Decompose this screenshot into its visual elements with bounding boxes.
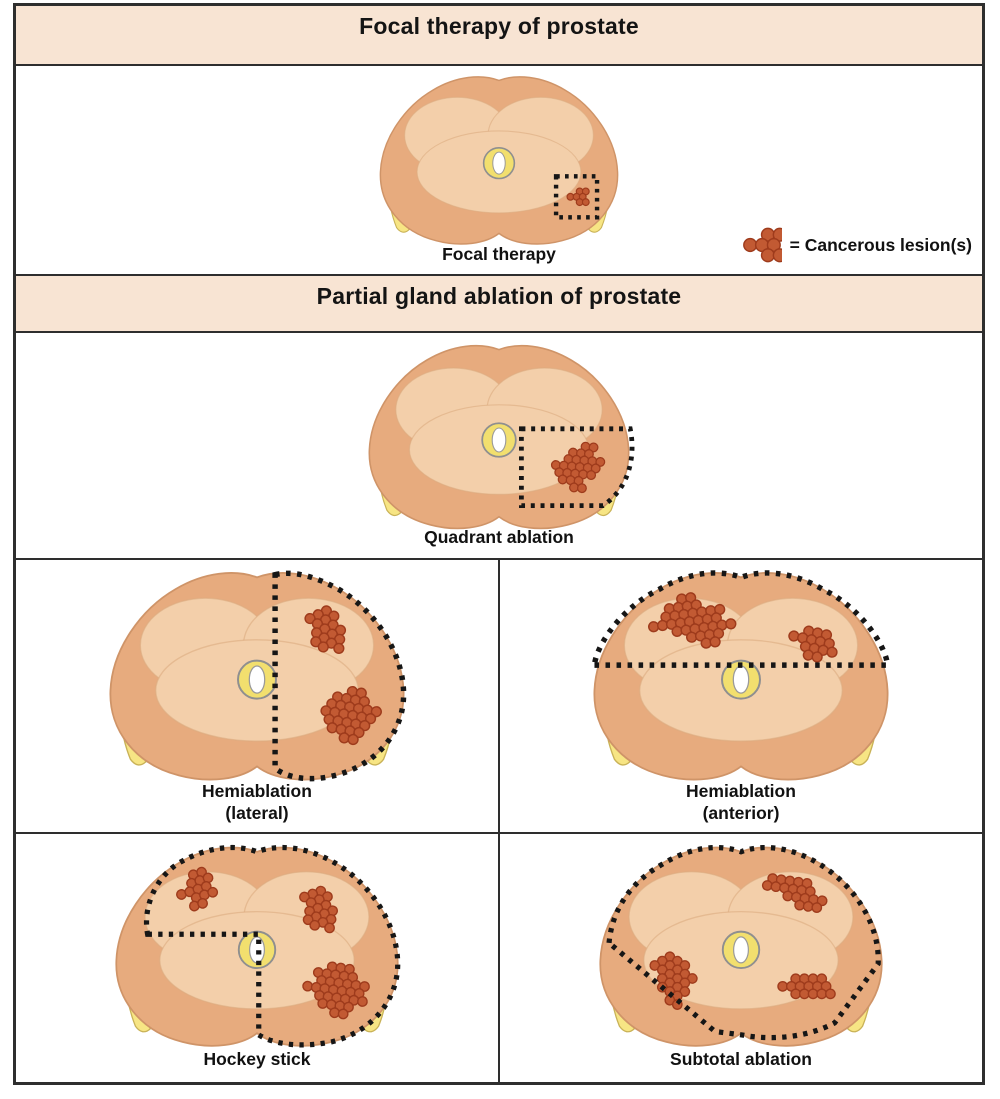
prostate-diagram-subtotal <box>550 837 932 1063</box>
section-header-focal-therapy <box>16 6 982 64</box>
panel-focal-therapy <box>16 64 982 274</box>
row-hemiablation <box>16 558 982 832</box>
prostate-diagram-focal <box>338 68 660 258</box>
panel-hemiablation-anterior <box>498 560 982 832</box>
hemi-lateral-label-line1: Hemiablation <box>202 781 312 802</box>
row-hockey-subtotal <box>16 832 982 1082</box>
cancer-lesion-icon <box>742 223 782 267</box>
hemi-lateral-label-line2: (lateral) <box>225 802 289 823</box>
panel-label-hockey: Hockey stick <box>203 1048 311 1069</box>
panel-label-quadrant: Quadrant ablation <box>424 526 574 547</box>
hemi-anterior-label-line1: Hemiablation <box>686 781 796 802</box>
panel-label-hemi-anterior <box>500 781 982 824</box>
section-title-focal: Focal therapy of prostate <box>359 13 639 39</box>
panel-subtotal-ablation <box>498 834 982 1082</box>
panel-label-focal: Focal therapy <box>442 243 556 264</box>
panel-hockey-stick <box>16 834 498 1082</box>
panel-label-hemi-lateral <box>16 781 498 824</box>
panel-hemiablation-lateral <box>16 560 498 832</box>
prostate-diagram-hemi-anterior <box>542 562 940 797</box>
panel-quadrant-ablation <box>16 331 982 558</box>
section-title-partial: Partial gland ablation of prostate <box>316 283 682 309</box>
prostate-diagram-hemi-lateral <box>58 562 456 797</box>
section-header-partial-ablation <box>16 274 982 331</box>
legend-label: = Cancerous lesion(s) <box>789 234 972 255</box>
hemi-anterior-label-line2: (anterior) <box>702 802 780 823</box>
figure-container <box>13 3 985 1085</box>
prostate-diagram-hockey-stick <box>66 837 448 1063</box>
legend <box>742 223 972 267</box>
prostate-diagram-quadrant <box>323 336 675 544</box>
panel-label-subtotal: Subtotal ablation <box>670 1048 812 1069</box>
